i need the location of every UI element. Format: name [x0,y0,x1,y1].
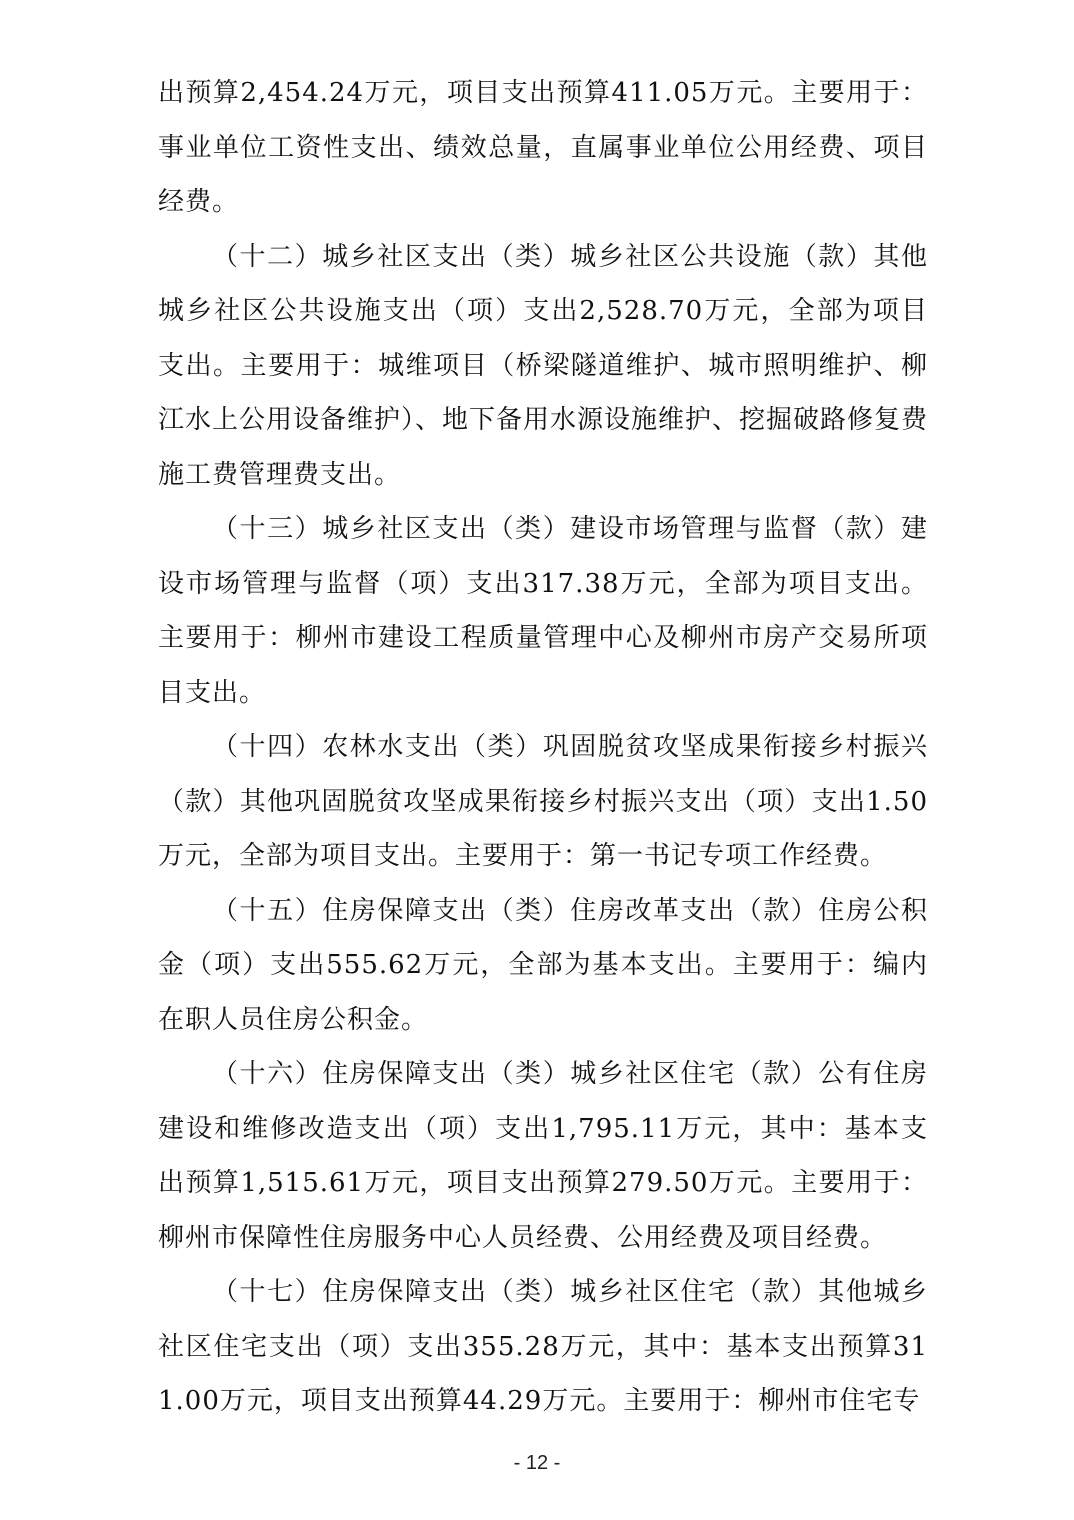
page-number: - 12 - [513,1452,561,1474]
paragraph-7: （十七）住房保障支出（类）城乡社区住宅（款）其他城乡社区住宅支出（项）支出355.28万元，其中：基本支出预算311.00万元，项目支出预算44.29万元。主要用于：柳州市住宅专 [158,1277,928,1416]
paragraph-2: （十二）城乡社区支出（类）城乡社区公共设施（款）其他城乡社区公共设施支出（项）支出2,528.70万元，全部为项目支出。主要用于：城维项目（桥梁隧道维护、城市照明维护、柳江水上公用设备维护）、地下备用水源设施维护、挖掘破路修复费施工费管理费支出。 [158,241,929,490]
paragraph-1: 出预算2,454.24万元，项目支出预算411.05万元。主要用于：事业单位工资性支出、绩效总量，直属事业单位公用经费、项目经费。 [158,78,928,217]
paragraph-4: （十四）农林水支出（类）巩固脱贫攻坚成果衔接乡村振兴（款）其他巩固脱贫攻坚成果衔接乡村振兴支出（项）支出1.50万元，全部为项目支出。主要用于：第一书记专项工作经费。 [158,732,928,871]
paragraph-5: （十五）住房保障支出（类）住房改革支出（款）住房公积金（项）支出555.62万元，全部为基本支出。主要用于：编内在职人员住房公积金。 [158,895,928,1035]
document-body [158,66,928,1429]
paragraph-3: （十三）城乡社区支出（类）建设市场管理与监督（款）建设市场管理与监督（项）支出317.38万元，全部为项目支出。主要用于：柳州市建设工程质量管理中心及柳州市房产交易所项目支出。 [158,514,928,708]
paragraph-6: （十六）住房保障支出（类）城乡社区住宅（款）公有住房建设和维修改造支出（项）支出1,795.11万元，其中：基本支出预算1,515.61万元，项目支出预算279.50万元。主要用于：柳州市保障性住房服务中心人员经费、公用经费及项目经费。 [158,1059,928,1253]
